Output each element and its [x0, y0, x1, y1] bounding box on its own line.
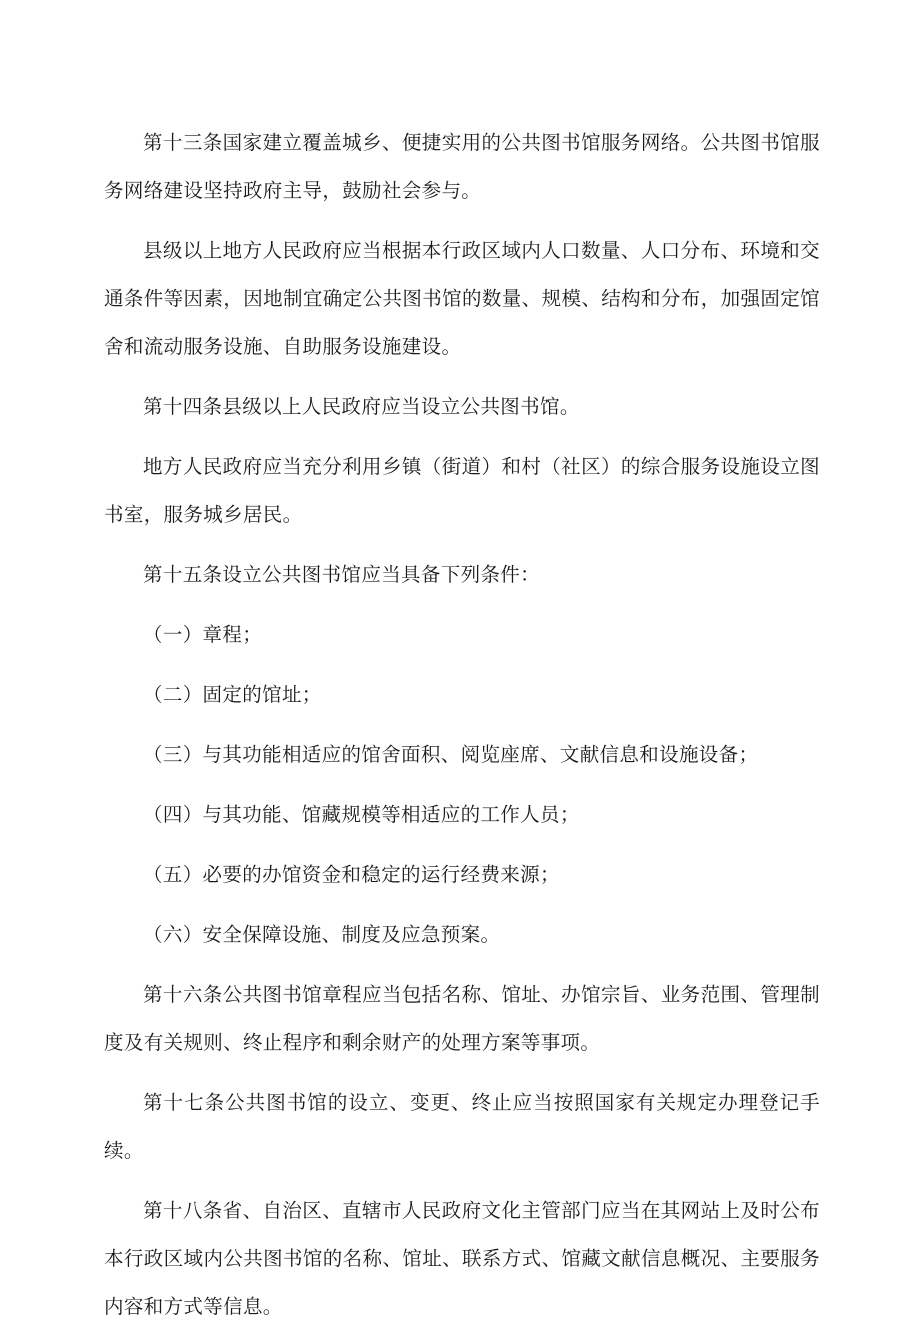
paragraph-article-13-local-government: 县级以上地方人民政府应当根据本行政区域内人口数量、人口分布、环境和交通条件等因素，因地制宜确定公共图书馆的数量、规模、结构和分布，加强固定馆舍和流动服务设施、自助服务设施建设。	[104, 239, 820, 358]
paragraph-article-17: 第十七条公共图书馆的设立、变更、终止应当按照国家有关规定办理登记手续。	[104, 1091, 820, 1162]
list-item-condition-3: （三）与其功能相适应的馆舍面积、阅览座席、文献信息和设施设备；	[143, 743, 759, 766]
paragraph-article-14-local-facilities: 地方人民政府应当充分利用乡镇（街道）和村（社区）的综合服务设施设立图书室，服务城乡居民。	[104, 455, 820, 526]
paragraph-article-15: 第十五条设立公共图书馆应当具备下列条件：	[143, 563, 541, 586]
paragraph-article-13: 第十三条国家建立覆盖城乡、便捷实用的公共图书馆服务网络。公共图书馆服务网络建设坚持政府主导，鼓励社会参与。	[104, 131, 820, 202]
document-body	[104, 119, 820, 1343]
paragraph-article-14: 第十四条县级以上人民政府应当设立公共图书馆。	[143, 395, 580, 418]
list-item-condition-4: （四）与其功能、馆藏规模等相适应的工作人员；	[143, 803, 580, 826]
list-item-condition-6: （六）安全保障设施、制度及应急预案。	[143, 923, 501, 946]
list-item-condition-2: （二）固定的馆址；	[143, 683, 322, 706]
list-item-condition-1: （一）章程；	[143, 623, 263, 646]
paragraph-article-18: 第十八条省、自治区、直辖市人民政府文化主管部门应当在其网站上及时公布本行政区域内公共图书馆的名称、馆址、联系方式、馆藏文献信息概况、主要服务内容和方式等信息。	[104, 1199, 820, 1318]
paragraph-article-16: 第十六条公共图书馆章程应当包括名称、馆址、办馆宗旨、业务范围、管理制度及有关规则、终止程序和剩余财产的处理方案等事项。	[104, 983, 820, 1054]
list-item-condition-5: （五）必要的办馆资金和稳定的运行经费来源；	[143, 863, 560, 886]
